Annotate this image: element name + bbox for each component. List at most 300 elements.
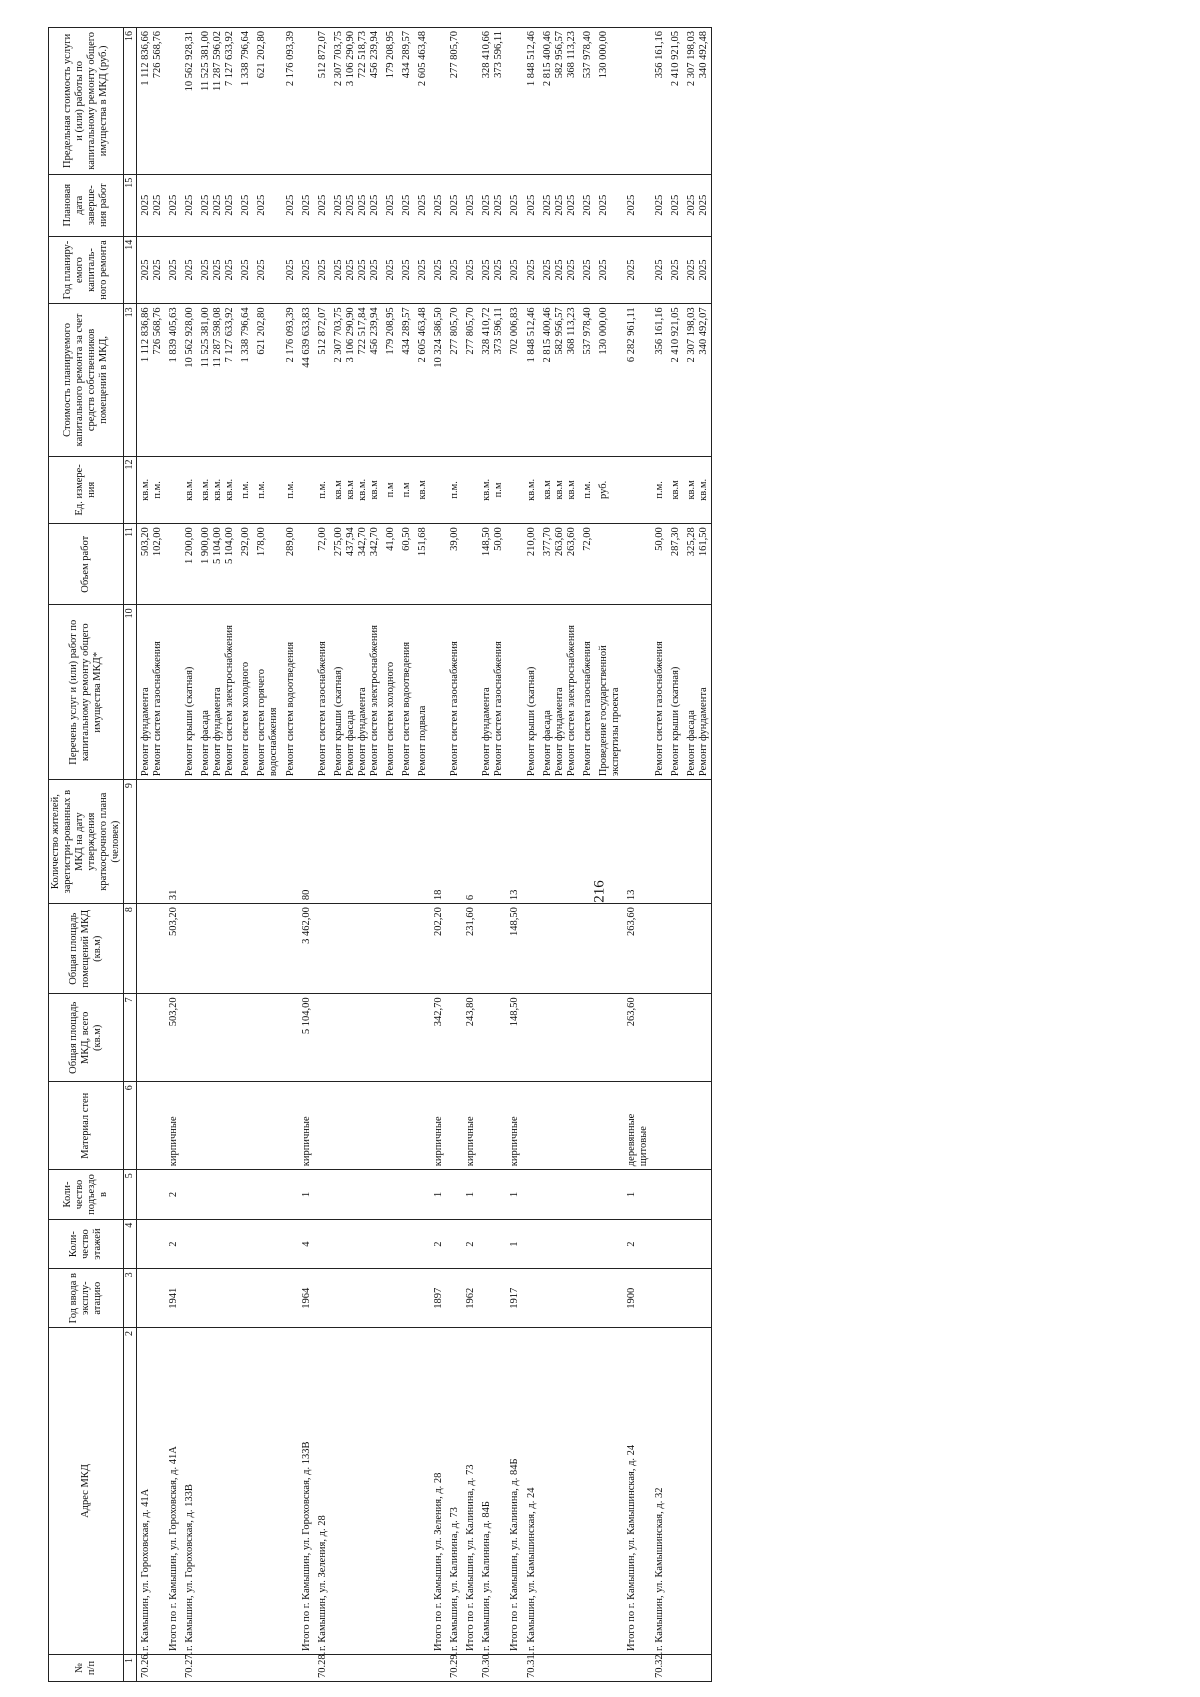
cell-col-2: г. Камышин, ул. Калинина, д. 73 xyxy=(446,1328,462,1655)
cell-col-10: Ремонт систем газоснабжения xyxy=(314,605,330,780)
column-header: Материал стен xyxy=(49,1082,124,1170)
cell-col-1: 70.27. xyxy=(181,1654,197,1681)
cell-col-6 xyxy=(414,1082,430,1170)
column-number-row xyxy=(124,28,137,1682)
cell-col-14: 2025 xyxy=(523,236,539,304)
cell-col-1: 70.28. xyxy=(314,1654,330,1681)
cell-col-16: 2 605 463,48 xyxy=(414,28,430,175)
cell-col-16: 10 562 928,31 xyxy=(181,28,197,175)
cell-col-10: Ремонт фасада Ремонт фундамента Ремонт систем электроснабжения xyxy=(197,605,237,780)
cell-col-2: г. Камышин, ул. Камышинская, д. 32 xyxy=(651,1328,667,1655)
cell-col-5 xyxy=(523,1170,539,1220)
cell-col-11: 41,00 xyxy=(382,524,398,605)
cell-col-12: п.м. xyxy=(579,456,595,524)
cell-col-4 xyxy=(446,1219,462,1269)
cell-col-4 xyxy=(683,1219,712,1269)
cell-col-13: 434 289,57 xyxy=(398,304,414,456)
cell-col-2 xyxy=(579,1328,595,1655)
column-number: 15 xyxy=(124,174,137,236)
cell-col-1: 70.31. xyxy=(523,1654,539,1681)
cell-col-11: 377,70 263,60 263,60 xyxy=(539,524,579,605)
cell-col-9 xyxy=(523,780,539,904)
cell-col-11: 275,00 437,94 342,70 342,70 xyxy=(330,524,382,605)
cell-col-5 xyxy=(253,1170,281,1220)
cell-col-6 xyxy=(282,1082,298,1170)
cell-col-10: Ремонт систем горячего водоснабжения xyxy=(253,605,281,780)
cell-col-4 xyxy=(651,1219,667,1269)
cell-col-4 xyxy=(667,1219,683,1269)
header-row xyxy=(49,28,124,1682)
cell-col-5 xyxy=(579,1170,595,1220)
cell-col-14: 2025 xyxy=(579,236,595,304)
cell-col-2: г. Камышин, ул. Камышинская, д. 24 xyxy=(523,1328,539,1655)
cell-col-15: 2025 xyxy=(298,174,314,236)
cell-col-10: Ремонт фасада Ремонт фундамента xyxy=(683,605,712,780)
cell-col-2: Итого по г. Камышин, ул. Камышинская, д. 24 xyxy=(623,1328,651,1655)
cell-col-3 xyxy=(282,1269,298,1328)
cell-col-3 xyxy=(382,1269,398,1328)
cell-col-6: кирпичные xyxy=(462,1082,478,1170)
cell-col-5: 2 xyxy=(165,1170,181,1220)
cell-col-1: 70.29. xyxy=(446,1654,462,1681)
cell-col-3 xyxy=(683,1269,712,1328)
cell-col-13: 512 872,07 xyxy=(314,304,330,456)
table-row xyxy=(651,28,667,1682)
cell-col-10 xyxy=(506,605,522,780)
cell-col-9 xyxy=(414,780,430,904)
cell-col-12 xyxy=(298,456,314,524)
cell-col-4 xyxy=(579,1219,595,1269)
cell-col-4: 2 xyxy=(623,1219,651,1269)
cell-col-13: 1 839 405,63 xyxy=(165,304,181,456)
cell-col-1 xyxy=(430,1654,446,1681)
table-header xyxy=(49,28,124,1682)
cell-col-4 xyxy=(136,1219,165,1269)
cell-col-9 xyxy=(651,780,667,904)
cell-col-15: 2025 xyxy=(623,174,651,236)
cell-col-12: кв.м xyxy=(667,456,683,524)
cell-col-5 xyxy=(478,1170,506,1220)
cell-col-16: 179 208,95 xyxy=(382,28,398,175)
cell-col-2: Итого по г. Камышин, ул. Гороховская, д. 133В xyxy=(298,1328,314,1655)
cell-col-10: Ремонт систем водоотведения xyxy=(398,605,414,780)
cell-col-8 xyxy=(651,904,667,994)
table-row xyxy=(539,28,579,1682)
cell-col-16: 1 848 512,46 xyxy=(523,28,539,175)
cell-col-12: п.м. xyxy=(237,456,253,524)
cell-col-10 xyxy=(462,605,478,780)
cell-col-13: 1 338 796,64 xyxy=(237,304,253,456)
cell-col-3 xyxy=(237,1269,253,1328)
cell-col-14: 2025 xyxy=(298,236,314,304)
cell-col-9 xyxy=(282,780,298,904)
page-number: 216 xyxy=(591,880,608,903)
cell-col-3 xyxy=(398,1269,414,1328)
cell-col-16: 11 525 381,00 11 287 596,02 7 127 633,92 xyxy=(197,28,237,175)
cell-col-6 xyxy=(382,1082,398,1170)
cell-col-6 xyxy=(523,1082,539,1170)
cell-col-13: 2 605 463,48 xyxy=(414,304,430,456)
cell-col-13: 2 410 921,05 xyxy=(667,304,683,456)
cell-col-12 xyxy=(506,456,522,524)
cell-col-16: 356 161,16 xyxy=(651,28,667,175)
cell-col-11: 148,50 50,00 xyxy=(478,524,506,605)
cell-col-1 xyxy=(667,1654,683,1681)
cell-col-16 xyxy=(462,28,478,175)
cell-col-12 xyxy=(462,456,478,524)
cell-col-8: 503,20 xyxy=(165,904,181,994)
cell-col-1 xyxy=(282,1654,298,1681)
cell-col-12: п.м. xyxy=(446,456,462,524)
cell-col-5 xyxy=(651,1170,667,1220)
cell-col-16: 328 410,66 373 596,11 xyxy=(478,28,506,175)
cell-col-5: 1 xyxy=(462,1170,478,1220)
cell-col-3 xyxy=(478,1269,506,1328)
table-body xyxy=(124,28,712,1682)
cell-col-12: кв.м. кв.м. кв.м. xyxy=(197,456,237,524)
cell-col-7 xyxy=(478,994,506,1082)
cell-col-6 xyxy=(398,1082,414,1170)
cell-col-12: п.м xyxy=(398,456,414,524)
cell-col-10 xyxy=(623,605,651,780)
cell-col-3: 1941 xyxy=(165,1269,181,1328)
cell-col-14: 2025 xyxy=(382,236,398,304)
cell-col-7 xyxy=(330,994,382,1082)
cell-col-9 xyxy=(539,780,579,904)
cell-col-12: кв.м кв.м кв.м xyxy=(539,456,579,524)
cell-col-13: 44 639 633,83 xyxy=(298,304,314,456)
cell-col-6: деревянные щитовые xyxy=(623,1082,651,1170)
table-row xyxy=(523,28,539,1682)
cell-col-2 xyxy=(237,1328,253,1655)
table-row xyxy=(683,28,712,1682)
cell-col-14: 2025 2025 2025 2025 xyxy=(330,236,382,304)
cell-col-14: 2025 xyxy=(237,236,253,304)
cell-col-1 xyxy=(197,1654,237,1681)
cell-col-12: руб. xyxy=(595,456,623,524)
cell-col-13: 10 324 586,50 xyxy=(430,304,446,456)
cell-col-3 xyxy=(523,1269,539,1328)
column-number: 12 xyxy=(124,456,137,524)
column-number: 11 xyxy=(124,524,137,605)
cell-col-3: 1964 xyxy=(298,1269,314,1328)
column-header: № п/п xyxy=(49,1654,124,1681)
column-header: Предельная стоимость услуги и (или) работы по капитальному ремонту общего имущества в МКД (руб.) xyxy=(49,28,124,175)
cell-col-16: 434 289,57 xyxy=(398,28,414,175)
cell-col-5 xyxy=(414,1170,430,1220)
cell-col-3 xyxy=(579,1269,595,1328)
cell-col-7: 503,20 xyxy=(165,994,181,1082)
column-header: Плановая дата заверше-ния работ xyxy=(49,174,124,236)
cell-col-10: Ремонт фундамента Ремонт систем газоснабжения xyxy=(478,605,506,780)
cell-col-13: 130 000,00 xyxy=(595,304,623,456)
cell-col-11: 151,68 xyxy=(414,524,430,605)
cell-col-7 xyxy=(651,994,667,1082)
cell-col-2: Итого по г. Камышин, ул. Калинина, д. 73 xyxy=(462,1328,478,1655)
cell-col-8 xyxy=(667,904,683,994)
cell-col-9: 31 xyxy=(165,780,181,904)
cell-col-4 xyxy=(539,1219,579,1269)
cell-col-10: Ремонт крыши (скатная) xyxy=(667,605,683,780)
cell-col-4 xyxy=(237,1219,253,1269)
cell-col-4 xyxy=(523,1219,539,1269)
table-row xyxy=(197,28,237,1682)
table-row xyxy=(382,28,398,1682)
cell-col-15: 2025 xyxy=(253,174,281,236)
column-header: Общая площадь помещений МКД (кв.м) xyxy=(49,904,124,994)
cell-col-1 xyxy=(398,1654,414,1681)
column-number: 5 xyxy=(124,1170,137,1220)
cell-col-13: 621 202,80 xyxy=(253,304,281,456)
cell-col-6 xyxy=(683,1082,712,1170)
cell-col-12: кв.м xyxy=(414,456,430,524)
cell-col-4 xyxy=(314,1219,330,1269)
cell-col-13: 2 307 198,03 340 492,07 xyxy=(683,304,712,456)
cell-col-1 xyxy=(165,1654,181,1681)
table-row xyxy=(330,28,382,1682)
cell-col-16 xyxy=(623,28,651,175)
cell-col-4 xyxy=(253,1219,281,1269)
cell-col-5 xyxy=(282,1170,298,1220)
cell-col-13: 2 307 703,75 3 106 290,90 722 517,84 456 239,94 xyxy=(330,304,382,456)
cell-col-9 xyxy=(314,780,330,904)
cell-col-5 xyxy=(398,1170,414,1220)
cell-col-7: 243,80 xyxy=(462,994,478,1082)
cell-col-3 xyxy=(136,1269,165,1328)
column-number: 2 xyxy=(124,1328,137,1655)
cell-col-13: 356 161,16 xyxy=(651,304,667,456)
cell-col-4 xyxy=(478,1219,506,1269)
cell-col-5 xyxy=(595,1170,623,1220)
cell-col-14: 2025 xyxy=(253,236,281,304)
cell-col-15: 2025 xyxy=(165,174,181,236)
cell-col-6 xyxy=(595,1082,623,1170)
cell-col-7 xyxy=(414,994,430,1082)
cell-col-14: 2025 2025 xyxy=(478,236,506,304)
cell-col-4 xyxy=(398,1219,414,1269)
cell-col-8 xyxy=(330,904,382,994)
cell-col-11: 39,00 xyxy=(446,524,462,605)
cell-col-14: 2025 xyxy=(651,236,667,304)
cell-col-15: 2025 xyxy=(181,174,197,236)
cell-col-3 xyxy=(181,1269,197,1328)
cell-col-13: 277 805,70 xyxy=(462,304,478,456)
column-header: Перечень услуг и (или) работ по капитальному ремонту общего имущества МКД* xyxy=(49,605,124,780)
table-row xyxy=(478,28,506,1682)
cell-col-9: 80 xyxy=(298,780,314,904)
repair-plan-table xyxy=(48,27,712,1682)
column-number: 16 xyxy=(124,28,137,175)
cell-col-2 xyxy=(595,1328,623,1655)
cell-col-11: 178,00 xyxy=(253,524,281,605)
cell-col-13: 1 848 512,46 xyxy=(523,304,539,456)
cell-col-12: кв.м кв.м. xyxy=(683,456,712,524)
cell-col-5 xyxy=(539,1170,579,1220)
cell-col-3 xyxy=(197,1269,237,1328)
cell-col-14: 2025 xyxy=(165,236,181,304)
cell-col-6: кирпичные xyxy=(430,1082,446,1170)
cell-col-9 xyxy=(579,780,595,904)
column-number: 10 xyxy=(124,605,137,780)
cell-col-5 xyxy=(382,1170,398,1220)
cell-col-6 xyxy=(181,1082,197,1170)
column-number: 13 xyxy=(124,304,137,456)
cell-col-10: Ремонт фундамента Ремонт систем газоснабжения xyxy=(136,605,165,780)
cell-col-14: 2025 xyxy=(181,236,197,304)
cell-col-3 xyxy=(414,1269,430,1328)
cell-col-9: 13 xyxy=(506,780,522,904)
cell-col-15: 2025 2025 xyxy=(683,174,712,236)
cell-col-15: 2025 2025 xyxy=(478,174,506,236)
column-header: Коли-чество этажей xyxy=(49,1219,124,1269)
cell-col-15: 2025 xyxy=(667,174,683,236)
column-number: 1 xyxy=(124,1654,137,1681)
cell-col-10: Проведение государственной экспертизы проекта xyxy=(595,605,623,780)
cell-col-3: 1897 xyxy=(430,1269,446,1328)
cell-col-10: Ремонт фасада Ремонт фундамента Ремонт систем электроснабжения xyxy=(539,605,579,780)
cell-col-6: кирпичные xyxy=(298,1082,314,1170)
cell-col-14: 2025 xyxy=(595,236,623,304)
cell-col-6 xyxy=(237,1082,253,1170)
cell-col-6 xyxy=(197,1082,237,1170)
table-row xyxy=(595,28,623,1682)
cell-col-2 xyxy=(667,1328,683,1655)
cell-col-13: 2 815 400,46 582 956,57 368 113,23 xyxy=(539,304,579,456)
cell-col-13: 1 112 836,86 726 568,76 xyxy=(136,304,165,456)
cell-col-11: 1 900,00 5 104,00 5 104,00 xyxy=(197,524,237,605)
table-row xyxy=(136,28,165,1682)
table-row xyxy=(314,28,330,1682)
cell-col-6 xyxy=(330,1082,382,1170)
cell-col-13: 6 282 961,11 xyxy=(623,304,651,456)
cell-col-13: 702 006,83 xyxy=(506,304,522,456)
cell-col-5 xyxy=(667,1170,683,1220)
cell-col-2 xyxy=(398,1328,414,1655)
cell-col-11: 287,30 xyxy=(667,524,683,605)
cell-col-8 xyxy=(181,904,197,994)
cell-col-4: 2 xyxy=(430,1219,446,1269)
cell-col-12: п.м. xyxy=(282,456,298,524)
table-row xyxy=(623,28,651,1682)
cell-col-2 xyxy=(330,1328,382,1655)
column-number: 4 xyxy=(124,1219,137,1269)
cell-col-7 xyxy=(253,994,281,1082)
cell-col-8: 263,60 xyxy=(623,904,651,994)
cell-col-3: 1917 xyxy=(506,1269,522,1328)
cell-col-4 xyxy=(595,1219,623,1269)
cell-col-8 xyxy=(539,904,579,994)
cell-col-14: 2025 xyxy=(282,236,298,304)
cell-col-5: 1 xyxy=(623,1170,651,1220)
cell-col-2: г. Камышин, ул. Гороховская, д. 133В xyxy=(181,1328,197,1655)
cell-col-9 xyxy=(667,780,683,904)
cell-col-5: 1 xyxy=(506,1170,522,1220)
cell-col-16: 512 872,07 xyxy=(314,28,330,175)
cell-col-8 xyxy=(523,904,539,994)
cell-col-9: 18 xyxy=(430,780,446,904)
table-row xyxy=(579,28,595,1682)
column-header: Количество жителей, зарегистри-рованных в МКД на дату утверждения краткосрочного плана (человек) xyxy=(49,780,124,904)
cell-col-2: г. Камышин, ул. Зеления, д. 28 xyxy=(314,1328,330,1655)
cell-col-12: кв.м. xyxy=(523,456,539,524)
cell-col-4 xyxy=(197,1219,237,1269)
cell-col-10: Ремонт систем газоснабжения xyxy=(651,605,667,780)
table-row xyxy=(398,28,414,1682)
cell-col-10: Ремонт крыши (скатная) xyxy=(523,605,539,780)
cell-col-1 xyxy=(623,1654,651,1681)
cell-col-16 xyxy=(430,28,446,175)
cell-col-6 xyxy=(478,1082,506,1170)
cell-col-4: 1 xyxy=(506,1219,522,1269)
cell-col-3 xyxy=(253,1269,281,1328)
cell-col-14: 2025 xyxy=(623,236,651,304)
cell-col-1 xyxy=(237,1654,253,1681)
cell-col-15: 2025 xyxy=(523,174,539,236)
cell-col-7 xyxy=(314,994,330,1082)
cell-col-3: 1962 xyxy=(462,1269,478,1328)
cell-col-7 xyxy=(282,994,298,1082)
cell-col-11: 292,00 xyxy=(237,524,253,605)
cell-col-4: 2 xyxy=(462,1219,478,1269)
cell-col-7: 263,60 xyxy=(623,994,651,1082)
cell-col-1 xyxy=(382,1654,398,1681)
cell-col-13: 2 176 093,39 xyxy=(282,304,298,456)
cell-col-5: 1 xyxy=(298,1170,314,1220)
column-header: Адрес МКД xyxy=(49,1328,124,1655)
cell-col-6 xyxy=(314,1082,330,1170)
cell-col-15: 2025 xyxy=(446,174,462,236)
cell-col-16: 537 978,40 xyxy=(579,28,595,175)
cell-col-15: 2025 2025 2025 xyxy=(197,174,237,236)
cell-col-14: 2025 2025 xyxy=(683,236,712,304)
table-row xyxy=(506,28,522,1682)
cell-col-6 xyxy=(579,1082,595,1170)
cell-col-8 xyxy=(237,904,253,994)
cell-col-3 xyxy=(667,1269,683,1328)
cell-col-8 xyxy=(136,904,165,994)
cell-col-15: 2025 xyxy=(382,174,398,236)
cell-col-11 xyxy=(623,524,651,605)
cell-col-8 xyxy=(197,904,237,994)
cell-col-15: 2025 xyxy=(579,174,595,236)
cell-col-14: 2025 xyxy=(314,236,330,304)
cell-col-9 xyxy=(136,780,165,904)
cell-col-16 xyxy=(298,28,314,175)
cell-col-11: 503,20 102,00 xyxy=(136,524,165,605)
cell-col-1 xyxy=(253,1654,281,1681)
cell-col-14: 2025 xyxy=(462,236,478,304)
column-header: Год планиру-емого капиталь-ного ремонта xyxy=(49,236,124,304)
table-row xyxy=(430,28,446,1682)
cell-col-6 xyxy=(539,1082,579,1170)
cell-col-4 xyxy=(181,1219,197,1269)
cell-col-6 xyxy=(446,1082,462,1170)
cell-col-12 xyxy=(430,456,446,524)
cell-col-10 xyxy=(430,605,446,780)
column-number: 9 xyxy=(124,780,137,904)
cell-col-1 xyxy=(579,1654,595,1681)
cell-col-12 xyxy=(165,456,181,524)
cell-col-15: 2025 xyxy=(414,174,430,236)
cell-col-16: 277 805,70 xyxy=(446,28,462,175)
cell-col-14: 2025 xyxy=(398,236,414,304)
cell-col-7: 5 104,00 xyxy=(298,994,314,1082)
column-header: Ед. измере-ния xyxy=(49,456,124,524)
cell-col-7 xyxy=(595,994,623,1082)
column-header: Общая площадь МКД, всего (кв.м) xyxy=(49,994,124,1082)
cell-col-4: 2 xyxy=(165,1219,181,1269)
cell-col-7 xyxy=(181,994,197,1082)
